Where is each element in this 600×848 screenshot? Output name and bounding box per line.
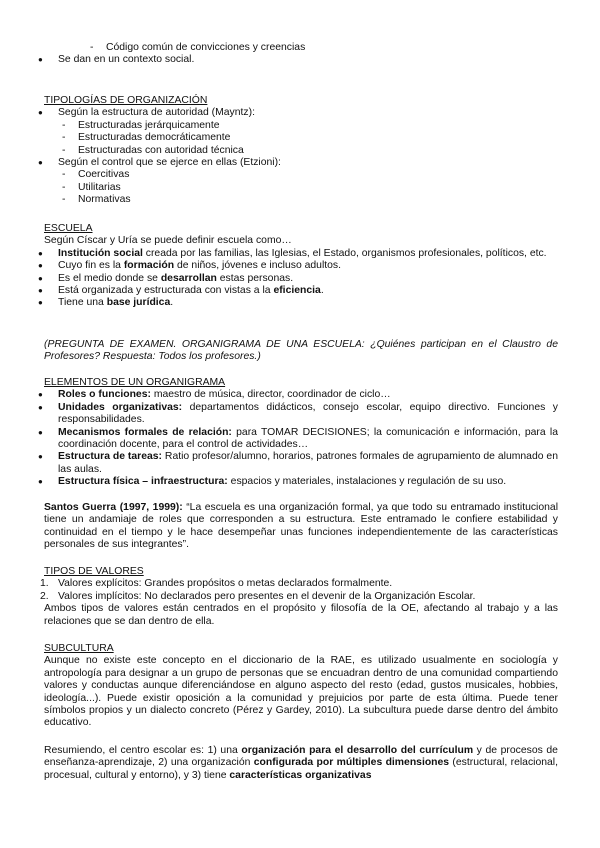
bullet-item: ● Unidades organizativas: departamentos didácticos, consejo escolar, equipo directivo. Funciones y responsabilidades. xyxy=(44,402,558,427)
dash-item: - Código común de convicciones y creencias xyxy=(90,42,306,53)
bullet-item: ● Estructura física – infraestructura: espacios y materiales, instalaciones y regulación de su uso. xyxy=(44,476,558,488)
dash-item: - Coercitivas xyxy=(44,169,558,181)
dash-item: - Normativas xyxy=(44,194,558,206)
bullet-item: ● Según el control que se ejerce en ellas (Etzioni): xyxy=(44,157,558,169)
bullet-item: ● Tiene una base jurídica. xyxy=(44,297,558,309)
elementos-section xyxy=(44,377,558,489)
escuela-section xyxy=(44,223,558,310)
section-heading: ESCUELA xyxy=(44,223,93,234)
dash-item: - Utilitarias xyxy=(44,182,558,194)
numbered-item: 2. Valores implícitos: No declarados pero presentes en el devenir de la Organización Escolar. xyxy=(40,590,476,602)
resumen-paragraph: Resumiendo, el centro escolar es: 1) una organización para el desarrollo del currículum y de procesos de enseñanza-aprendizaje, 2) una organización configurada por múltiples dimensiones (estructural, relacional, procesual, cultural y entorno), y 3) tiene características organizativas xyxy=(44,745,558,781)
dash-item: - Estructuradas democráticamente xyxy=(44,132,558,144)
bullet-item: ● Cuyo fin es la formación de niños, jóvenes e incluso adultos. xyxy=(44,260,558,272)
section-heading: TIPOS DE VALORES xyxy=(44,566,144,577)
bullet-item: ● Roles o funciones: maestro de música, director, coordinador de ciclo… xyxy=(44,389,558,401)
dash-item: - Estructuradas jerárquicamente xyxy=(44,120,558,132)
dash-item: - Estructuradas con autoridad técnica xyxy=(44,145,558,157)
tipologias-section xyxy=(44,95,558,207)
bullet-item: ● Estructura de tareas: Ratio profesor/alumno, horarios, patrones formales de agrupamiento de alumnado en las aulas. xyxy=(44,451,558,476)
bullet-item: ● Es el medio donde se desarrollan estas personas. xyxy=(44,273,558,285)
bullet-item: ● Mecanismos formales de relación: para TOMAR DECISIONES; la comunicación e información, para la coordinación docente, para el control de actividades… xyxy=(44,427,558,452)
bullet-item: ● Está organizada y estructurada con vistas a la eficiencia. xyxy=(44,285,558,297)
section-heading: ELEMENTOS DE UN ORGANIGRAMA xyxy=(44,377,226,388)
numbered-item: 1. Valores explícitos: Grandes propósitos o metas declarados formalmente. xyxy=(40,578,393,590)
valores-section xyxy=(40,566,558,628)
valores-note: Ambos tipos de valores están centrados en el propósito y filosofía de la OE, afectando al trabajo y a las relaciones que se dan dentro de ella. xyxy=(44,603,558,627)
section-heading: TIPOLOGÍAS DE ORGANIZACIÓN xyxy=(44,95,208,106)
subcultura-text: Aunque no existe este concepto en el diccionario de la RAE, es utilizado usualmente en sociología y antropología para designar a un grupo de personas que se encuadran dentro de una comunidad compartiendo valores y conductas aunque diferenciándose en alguno aspecto del resto (edad, gustos musicales, hobbies, ideología...). Puede existir oposición a la comunidad y prejuicios por parte de esta última. Puede tener símbolos propios y un dialecto concreto (Pérez y Gardey, 2010). La subcultura puede darse dentro del ámbito educativo. xyxy=(44,655,558,729)
section-heading: SUBCULTURA xyxy=(44,643,114,654)
top-list xyxy=(44,42,558,67)
exam-question: (PREGUNTA DE EXAMEN. ORGANIGRAMA DE UNA ESCUELA: ¿Quiénes participan en el Claustro de Profesores? Respuesta: Todos los profesores.) xyxy=(44,339,558,363)
bullet-item: ● Se dan en un contexto social. xyxy=(44,54,558,66)
santos-guerra-quote: Santos Guerra (1997, 1999): “La escuela es una organización formal, ya que todo su entramado institucional tiene un andamiaje de roles que corresponden a su estructura. Este entramado le confiere estabilidad y continuidad en el tiempo y le hace desempeñar unas funciones independientemente de las características personales de sus integrantes”. xyxy=(44,502,559,551)
intro-text: Según Císcar y Uría se puede definir escuela como… xyxy=(44,235,292,247)
bullet-item: ● Institución social creada por las familias, las Iglesias, el Estado, organismos profesionales, políticos, etc. xyxy=(44,248,558,260)
subcultura-section xyxy=(44,643,558,730)
bullet-item: ● Según la estructura de autoridad (Mayntz): xyxy=(44,107,558,119)
